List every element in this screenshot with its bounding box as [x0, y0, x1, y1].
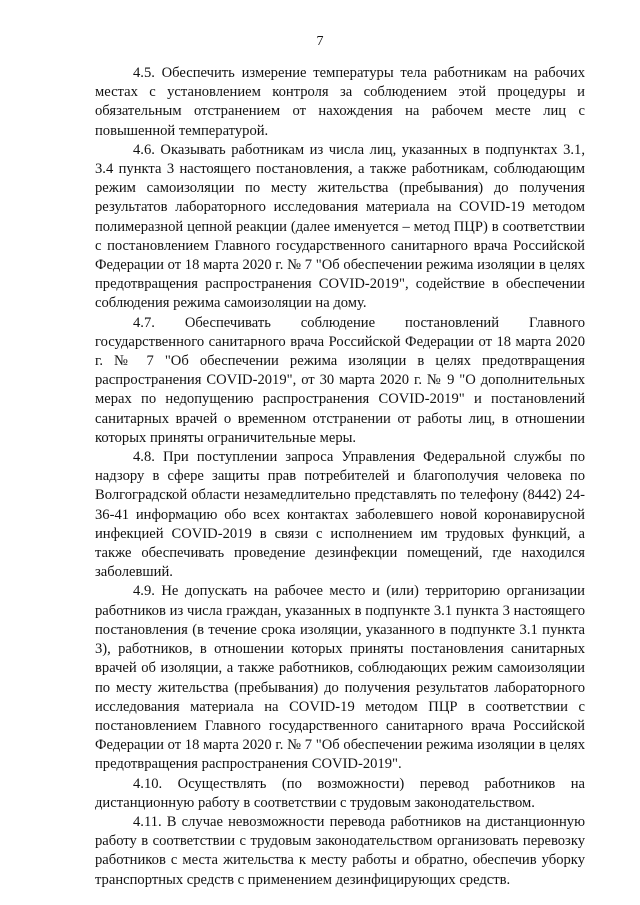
- paragraph-4-10: 4.10. Осуществлять (по возможности) перевод работников на дистанционную работу в соответствии с трудовым законодательством.: [95, 775, 585, 811]
- paragraph-4-8: 4.8. При поступлении запроса Управления Федеральной службы по надзору в сфере защиты прав потребителей и благополучия человека по Волгоградской области незамедлительно представлять по телефону (8442) 24-36-41 информацию обо всех контактах заболевшего новой коронавирусной инфекцией COVID-2019 в связи с исполнением им трудовых функций, а также обеспечивать проведение дезинфекции помещений, где находился заболевший.: [95, 449, 585, 581]
- paragraph-4-11: 4.11. В случае невозможности перевода работников на дистанционную работу в соответствии с трудовым законодательством организовать перевозку работников с места жительства к месту работы и обратно, обеспечив уборку транспортных средств с применением дезинфицирующих средств.: [95, 813, 585, 888]
- paragraph-4-5: 4.5. Обеспечить измерение температуры тела работникам на рабочих местах с установлением контроля за соблюдением этой процедуры и обязательным отстранением от нахождения на рабочем месте лиц с повышенной температурой.: [95, 65, 585, 139]
- page-number: 7: [316, 34, 324, 49]
- paragraph-4-6: 4.6. Оказывать работникам из числа лиц, указанных в подпунктах 3.1, 3.4 пункта 3 настоящего постановления, а также работникам, соблюдающим режим самоизоляции по месту жительства (пребывания) до получения результатов лабораторного исследования материала на COVID-19 методом полимеразной цепной реакции (далее именуется – метод ПЦР) в соответствии с постановлением Главного государственного санитарного врача Российской Федерации от 18 марта 2020 г. № 7 "Об обеспечении режима изоляции в целях предотвращения распространения COVID-2019", содействие в обеспечении соблюдения режима самоизоляции на дому.: [95, 141, 585, 312]
- paragraph-4-7: 4.7. Обеспечивать соблюдение постановлений Главного государственного санитарного врача Российской Федерации от 18 марта 2020 г. № 7 "Об обеспечении режима изоляции в целях предотвращения распространения COVID-2019", от 30 марта 2020 г. № 9 "О дополнительных мерах по недопущению распространения COVID-2019" и постановлений санитарных врачей о временном отстранении от работы лиц, в отношении которых приняты ограничительные меры.: [95, 314, 585, 446]
- paragraph-4-9: 4.9. Не допускать на рабочее место и (или) территорию организации работников из числа граждан, указанных в подпункте 3.1 пункта 3 настоящего постановления (в течение срока изоляции, указанного в подпункте 3.1 пункта 3), работников, в отношении которых приняты постановления санитарных врачей об изоляции, а также работников, соблюдающих режим самоизоляции по месту жительства (пребывания) до получения результатов лабораторного исследования материала на COVID-19 методом ПЦР в соответствии с постановлением Главного государственного санитарного врача Российской Федерации от 18 марта 2020 г. № 7 "Об обеспечении режима изоляции в целях предотвращения распространения COVID-2019".: [95, 583, 585, 773]
- document-body: [95, 64, 585, 890]
